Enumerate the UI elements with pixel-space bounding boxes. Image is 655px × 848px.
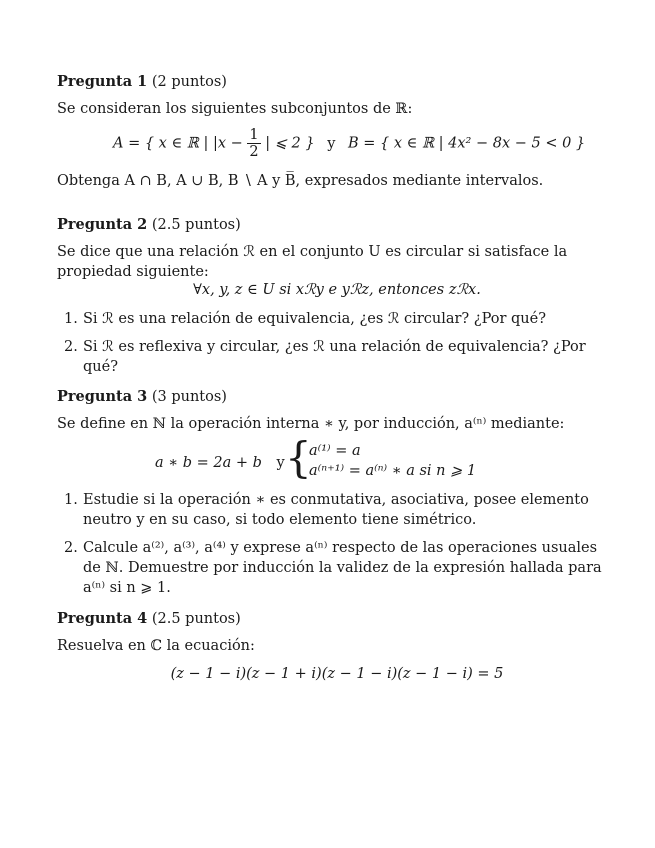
q1-set-a-abs: |x −: [212, 135, 243, 152]
q3-list: [57, 490, 617, 606]
list-item: 1. Estudie si la operación ∗ es conmutativa, asociativa, posee elemento neutro y en su caso, si todo elemento tiene simétrico.: [64, 492, 589, 528]
q1-fraction: [247, 127, 260, 160]
list-item: 2. Calcule a⁽²⁾, a⁽³⁾, a⁽⁴⁾ y exprese a⁽ⁿ⁾ respecto de las operaciones usuales de ℕ. Demuestre por inducción la validez de la expresión hallada para a⁽ⁿ⁾ si n ⩾ 1.: [64, 540, 602, 596]
q3-item-1: Estudie si la operación ∗ es conmutativa, asociativa, posee elemento neutro y en su caso, si todo elemento tiene simétrico.: [83, 492, 589, 528]
q3-system: [285, 433, 525, 487]
q2-title: Pregunta 2: [57, 216, 148, 233]
q1-frac-num: 1: [249, 127, 259, 143]
q1-heading: [57, 73, 227, 90]
q1-set-a: [113, 127, 585, 160]
q1-set-a-post: | ⩽ 2 }: [265, 135, 315, 152]
q1-set-a-pre: A = { x ∈ ℝ |: [113, 135, 209, 152]
q2-list: [57, 309, 617, 385]
q3-op: a ∗ b = 2a + b: [155, 455, 262, 471]
q3-heading: [57, 388, 227, 405]
q1-points: (2 puntos): [151, 74, 227, 90]
q3-sys-line-1: a⁽¹⁾ = a: [309, 443, 361, 459]
q4-heading: [57, 610, 241, 627]
q3-intro: Se define en ℕ la operación interna ∗ y, por inducción, a⁽ⁿ⁾ mediante:: [57, 416, 565, 432]
q3-title: Pregunta 3: [57, 388, 148, 405]
q4-points: (2.5 puntos): [151, 611, 241, 627]
q2-formula: ∀x, y, z ∈ U si xℛy e yℛz, entonces zℛx.: [193, 282, 481, 298]
q2-item-2: Si ℛ es reflexiva y circular, ¿es ℛ una relación de equivalencia? ¿Por qué?: [83, 339, 586, 375]
q4-title: Pregunta 4: [57, 610, 148, 627]
q2-heading: [57, 216, 241, 233]
q2-item-1: Si ℛ es una relación de equivalencia, ¿es ℛ circular? ¿Por qué?: [83, 311, 546, 327]
q1-frac-den: 2: [249, 144, 259, 160]
q1-intro: Se consideran los siguientes subconjuntos de ℝ:: [57, 101, 413, 117]
q2-points: (2.5 puntos): [151, 217, 241, 233]
q1-title: Pregunta 1: [57, 73, 148, 90]
list-item: 1. Si ℛ es una relación de equivalencia, ¿es ℛ circular? ¿Por qué?: [64, 311, 546, 327]
q2-intro: Se dice que una relación ℛ en el conjunto U es circular si satisface la propiedad siguiente:: [57, 244, 568, 280]
left-brace-icon: {: [285, 433, 312, 482]
q3-sys-line-2: a⁽ⁿ⁺¹⁾ = a⁽ⁿ⁾ ∗ a si n ⩾ 1: [309, 463, 477, 479]
list-item: 2. Si ℛ es reflexiva y circular, ¿es ℛ una relación de equivalencia? ¿Por qué?: [64, 339, 586, 375]
q1-task: Obtenga A ∩ B, A ∪ B, B ∖ A y B̅, expresados mediante intervalos.: [57, 173, 544, 189]
q4-equation: (z − 1 − i)(z − 1 + i)(z − 1 − i)(z − 1 − i) = 5: [170, 666, 504, 682]
q3-conj: y: [276, 455, 285, 471]
q3-op-def: [155, 455, 285, 471]
q3-item-2: Calcule a⁽²⁾, a⁽³⁾, a⁽⁴⁾ y exprese a⁽ⁿ⁾ respecto de las operaciones usuales de ℕ. Demuestre por inducción la validez de la expresión hallada para a⁽ⁿ⁾ si n ⩾ 1.: [83, 540, 602, 596]
q4-intro: Resuelva en ℂ la ecuación:: [57, 638, 255, 654]
q1-conj: y: [327, 135, 336, 152]
q3-points: (3 puntos): [151, 389, 227, 405]
q1-set-b: B = { x ∈ ℝ | 4x² − 8x − 5 < 0 }: [348, 135, 586, 152]
